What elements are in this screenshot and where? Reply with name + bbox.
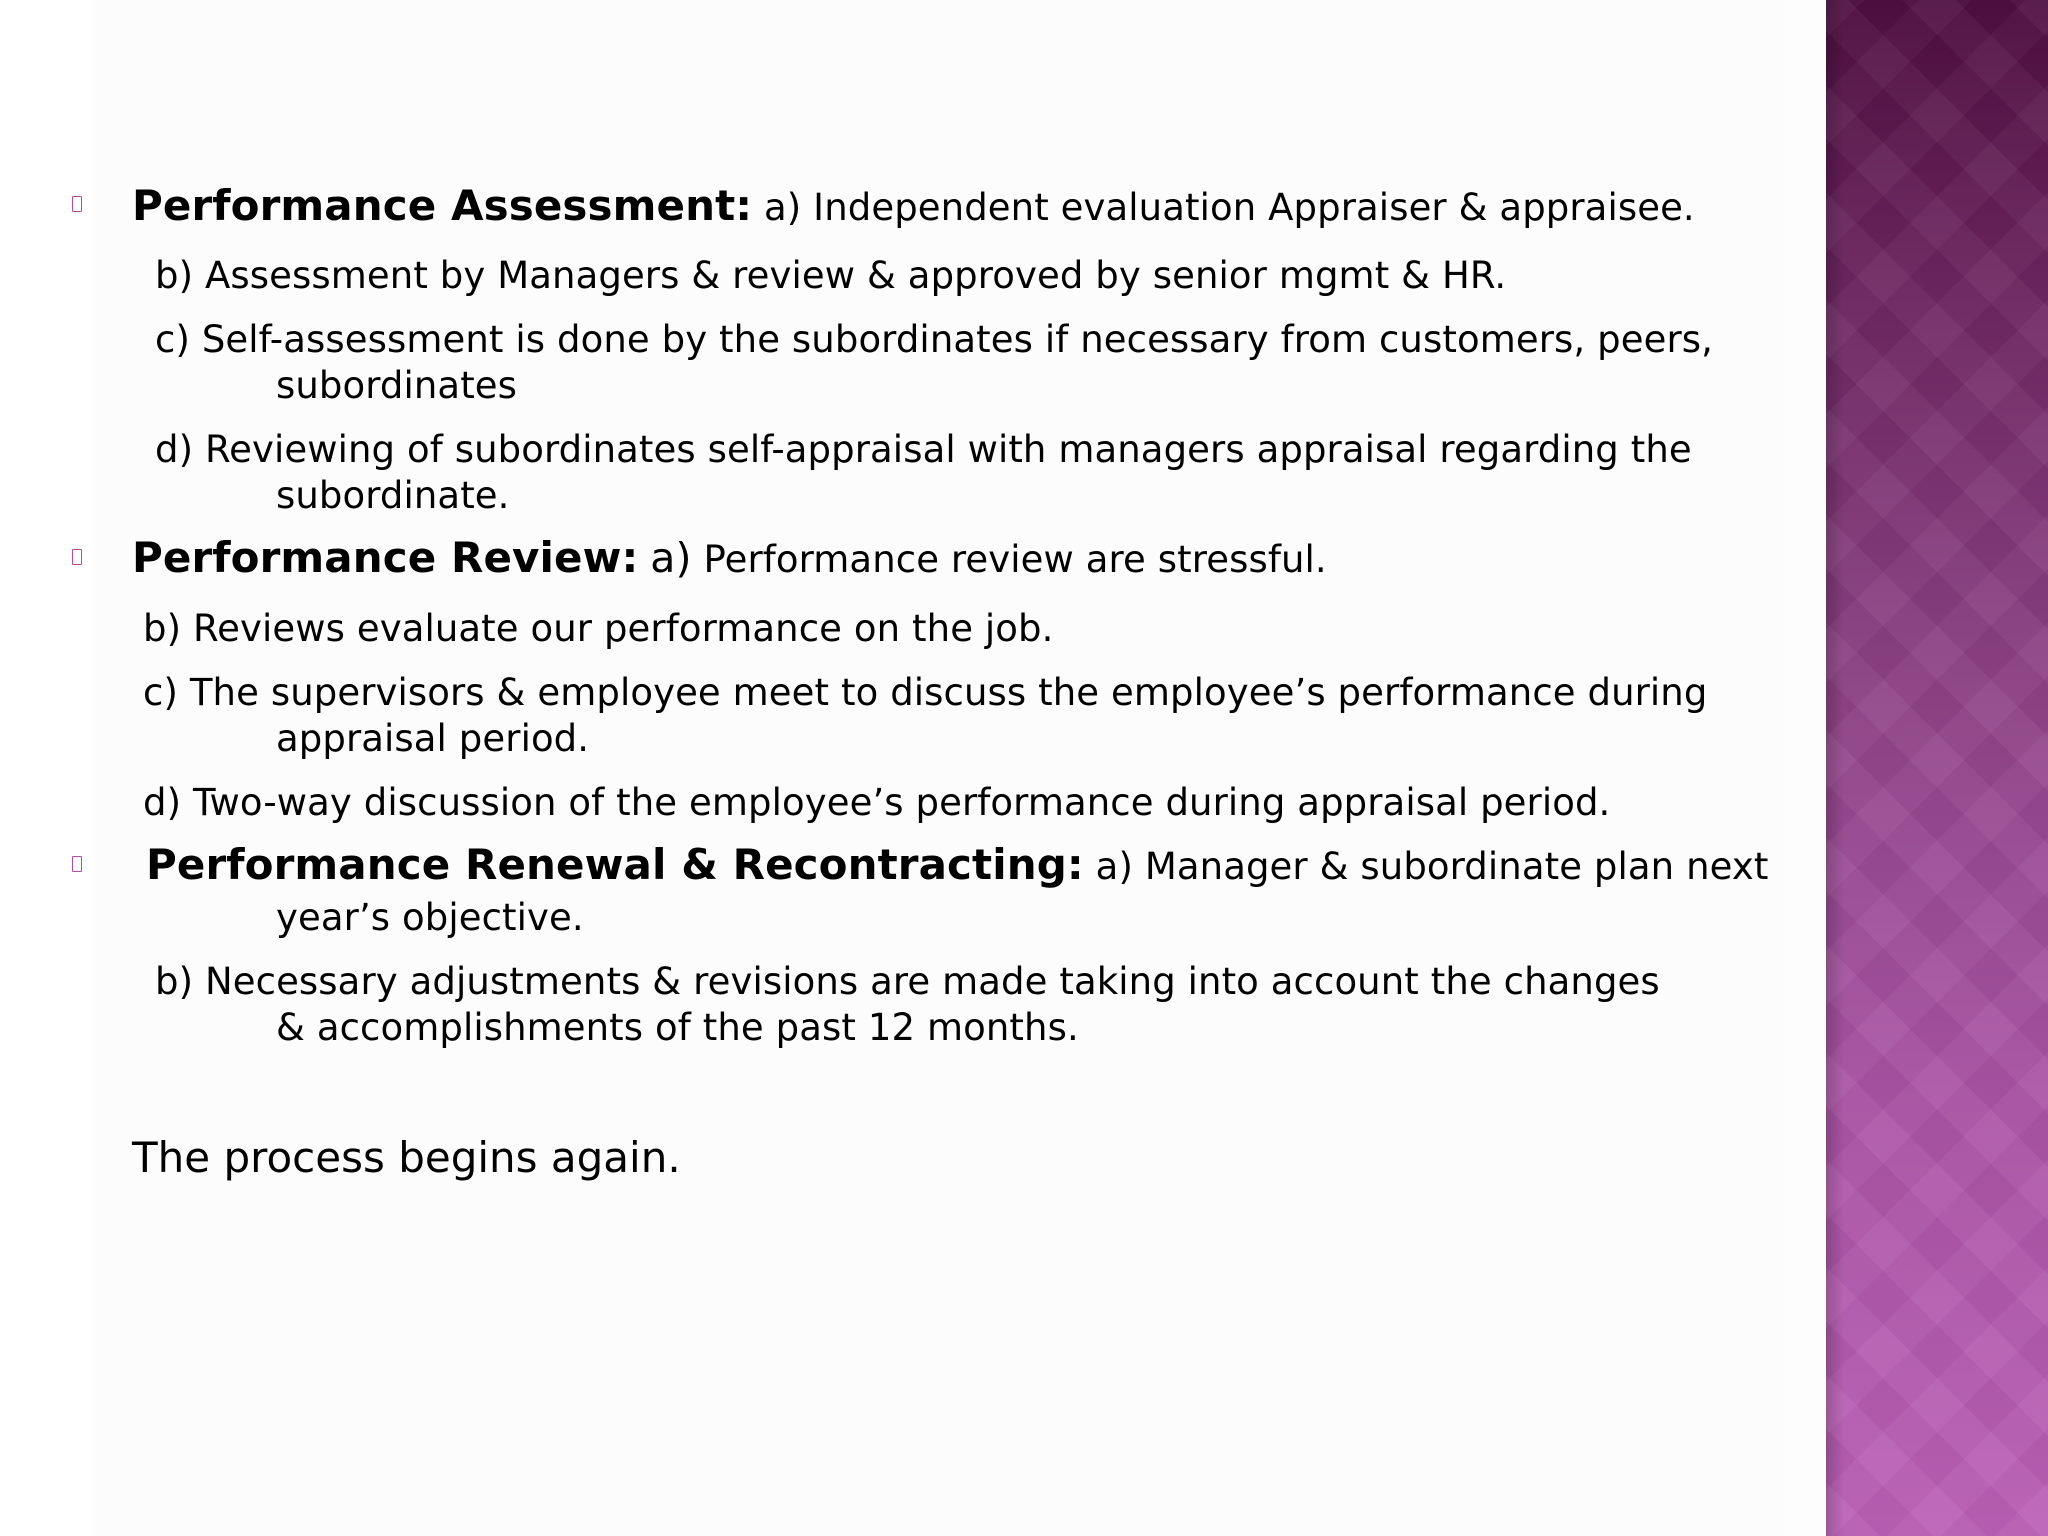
section-heading: Performance Review: [132,533,639,582]
assessment-item-b: b) Assessment by Managers & review & approved by senior mgmt & HR. [155,254,1507,297]
decorative-side-panel [1826,0,2048,1536]
section-performance-review-line [132,533,1327,582]
section-performance-renewal-line [146,840,1769,889]
closing-text: The process begins again. [132,1133,681,1182]
section-heading: Performance Assessment: [132,181,753,230]
assessment-item-d: d) Reviewing of subordinates self-appraisal with managers appraisal regarding the [155,428,1692,471]
renewal-item-a-continuation: year’s objective. [276,896,584,939]
review-item-b: b) Reviews evaluate our performance on the job. [143,607,1054,650]
bullet-icon [72,196,82,212]
section-first-item: Performance review are stressful. [703,538,1327,581]
bullet-icon [72,549,82,565]
section-first-item-prefix: a) [650,534,692,582]
review-item-c-continuation: appraisal period. [276,717,590,760]
assessment-item-c-continuation: subordinates [276,364,518,407]
section-first-item: a) Manager & subordinate plan next [1095,845,1769,888]
renewal-item-b-continuation: & accomplishments of the past 12 months. [276,1006,1079,1049]
section-heading: Performance Renewal & Recontracting: [146,840,1084,889]
assessment-item-d-continuation: subordinate. [276,474,510,517]
bullet-icon [72,856,82,872]
review-item-c: c) The supervisors & employee meet to discuss the employee’s performance during [143,671,1708,714]
renewal-item-b: b) Necessary adjustments & revisions are made taking into account the changes [155,960,1660,1003]
section-performance-assessment-line [132,181,1695,230]
review-item-d: d) Two-way discussion of the employee’s performance during appraisal period. [143,781,1611,824]
assessment-item-c: c) Self-assessment is done by the subordinates if necessary from customers, peers, [155,318,1713,361]
section-first-item: a) Independent evaluation Appraiser & appraisee. [764,186,1695,229]
